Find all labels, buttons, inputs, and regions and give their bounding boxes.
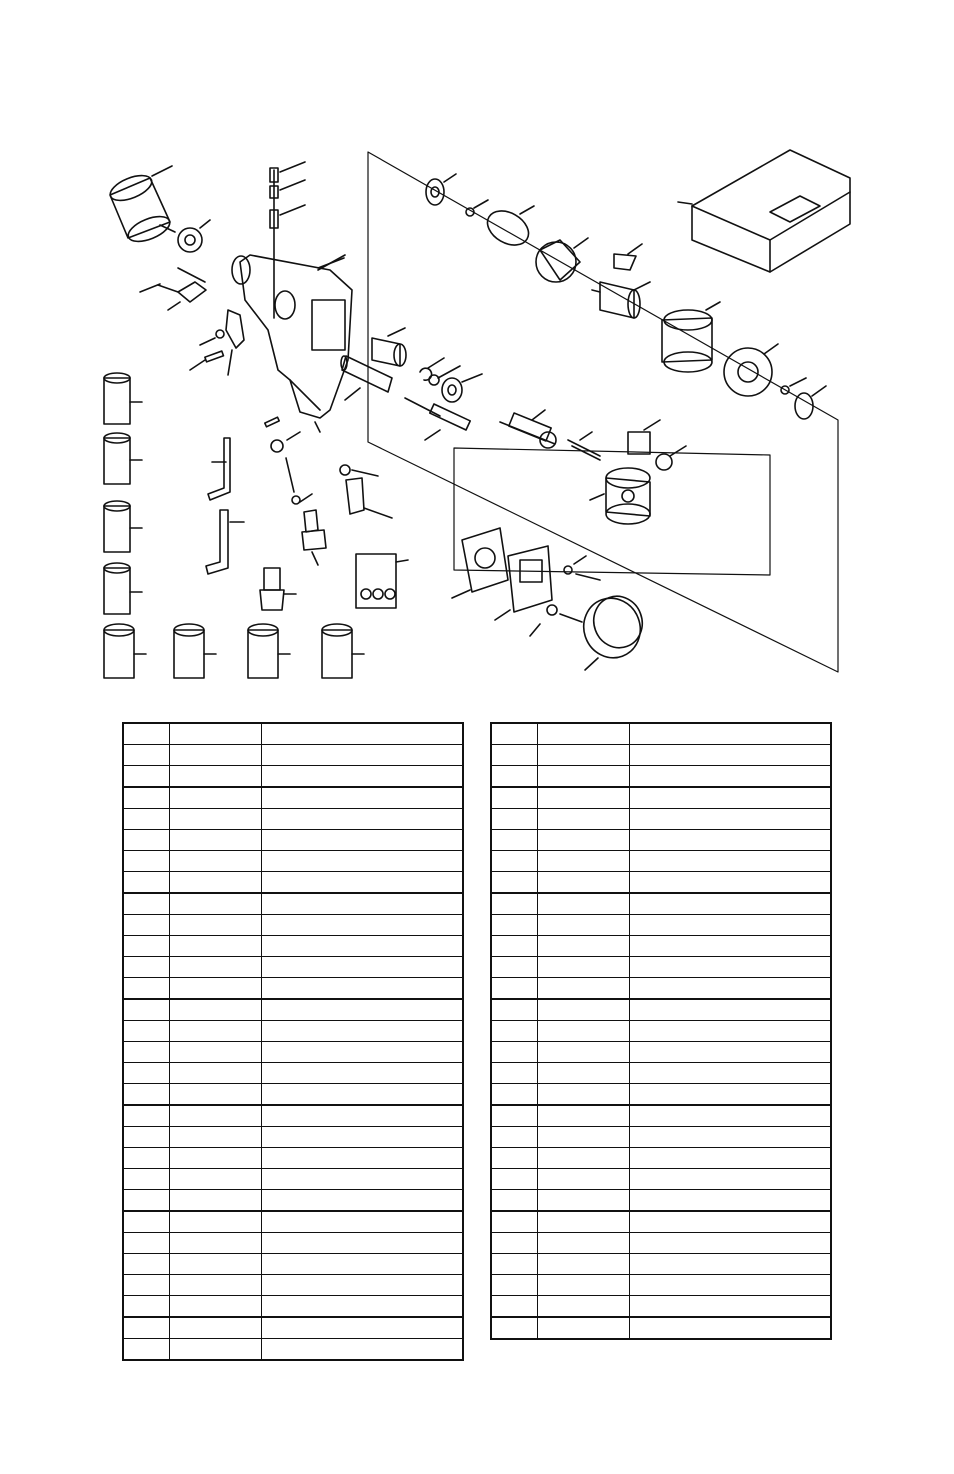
carrying-case: [678, 150, 850, 272]
table-row: [491, 1127, 831, 1148]
table-cell: [170, 1084, 262, 1106]
table-row: [491, 915, 831, 936]
table-cell: [170, 787, 262, 809]
table-cell: [262, 1275, 464, 1296]
table-cell: [262, 1317, 464, 1339]
table-cell: [170, 1233, 262, 1254]
table-cell: [538, 999, 630, 1021]
table-cell: [170, 851, 262, 872]
housing-gasket: [452, 528, 508, 598]
table-cell: [538, 1063, 630, 1084]
rubber-ring: [178, 220, 210, 252]
table-cell: [630, 1084, 832, 1106]
socket-8: [322, 624, 364, 678]
table-cell: [491, 872, 538, 894]
table-cell: [170, 830, 262, 851]
table-cell: [630, 893, 832, 915]
socket-4: [104, 563, 142, 614]
table-cell: [123, 1190, 170, 1212]
table-cell: [538, 723, 630, 745]
table-cell: [630, 978, 832, 1000]
table-row: [123, 1339, 463, 1361]
table-row: [491, 1169, 831, 1190]
table-cell: [262, 978, 464, 1000]
table-cell: [262, 1233, 464, 1254]
table-cell: [538, 1084, 630, 1106]
table-row: [123, 1021, 463, 1042]
table-cell: [491, 1190, 538, 1212]
table-cell: [123, 1042, 170, 1063]
table-cell: [170, 893, 262, 915]
table-cell: [123, 936, 170, 957]
table-cell: [538, 1148, 630, 1169]
table-cell: [262, 915, 464, 936]
table-cell: [630, 1169, 832, 1190]
exhaust-deflector: [575, 589, 649, 670]
table-cell: [170, 978, 262, 1000]
table-cell: [170, 1042, 262, 1063]
table-cell: [630, 915, 832, 936]
cylinder: [662, 302, 720, 372]
table-cell: [491, 1233, 538, 1254]
motor-group-frame: [368, 152, 838, 672]
table-row: [491, 893, 831, 915]
table-row: [491, 1063, 831, 1084]
table-row: [123, 1233, 463, 1254]
table-cell: [170, 745, 262, 766]
table-cell: [630, 1190, 832, 1212]
table-row: [491, 1211, 831, 1233]
table-cell: [123, 1127, 170, 1148]
table-cell: [262, 1296, 464, 1318]
table-cell: [538, 1169, 630, 1190]
table-cell: [170, 936, 262, 957]
table-cell: [538, 1190, 630, 1212]
table-row: [123, 1127, 463, 1148]
table-row: [491, 872, 831, 894]
table-row: [491, 1042, 831, 1063]
table-cell: [123, 1275, 170, 1296]
table-cell: [538, 915, 630, 936]
table-cell: [538, 745, 630, 766]
table-row: [123, 1169, 463, 1190]
table-row: [491, 745, 831, 766]
table-row: [491, 1105, 831, 1127]
table-cell: [262, 851, 464, 872]
table-row: [123, 851, 463, 872]
table-cell: [262, 936, 464, 957]
table-cell: [123, 978, 170, 1000]
end-plate-rear: [536, 238, 588, 282]
table-cell: [170, 1275, 262, 1296]
table-cell: [123, 1211, 170, 1233]
table-cell: [262, 999, 464, 1021]
table-cell: [123, 1084, 170, 1106]
bearing-front: [781, 378, 826, 419]
table-row: [123, 1296, 463, 1318]
bearing: [372, 328, 406, 366]
table-cell: [123, 1233, 170, 1254]
table-row: [123, 1105, 463, 1127]
table-cell: [170, 766, 262, 788]
table-cell: [170, 1021, 262, 1042]
table-cell: [491, 1211, 538, 1233]
table-cell: [123, 1169, 170, 1190]
table-cell: [538, 1127, 630, 1148]
table-cell: [123, 872, 170, 894]
table-cell: [630, 723, 832, 745]
table-cell: [123, 1339, 170, 1361]
table-cell: [262, 1254, 464, 1275]
table-row: [123, 1148, 463, 1169]
label-card: [356, 554, 408, 608]
table-cell: [630, 1127, 832, 1148]
table-cell: [123, 915, 170, 936]
rotor: [592, 282, 650, 318]
table-cell: [170, 1317, 262, 1339]
snap-ring: [420, 358, 460, 385]
table-cell: [630, 999, 832, 1021]
table-cell: [262, 1148, 464, 1169]
hammer-cage: [590, 468, 650, 524]
table-cell: [630, 745, 832, 766]
table-cell: [123, 1148, 170, 1169]
table-cell: [170, 1105, 262, 1127]
table-cell: [491, 830, 538, 851]
table-cell: [630, 1211, 832, 1233]
table-row: [123, 915, 463, 936]
parts-table-right: [490, 722, 832, 1340]
hammer-group-frame: [454, 448, 770, 575]
table-cell: [491, 1296, 538, 1318]
table-row: [123, 978, 463, 1000]
socket-5: [104, 624, 146, 678]
table-row: [491, 1190, 831, 1212]
table-cell: [262, 1127, 464, 1148]
table-cell: [170, 1190, 262, 1212]
table-cell: [491, 999, 538, 1021]
table-cell: [123, 1254, 170, 1275]
table-cell: [538, 936, 630, 957]
table-cell: [262, 766, 464, 788]
table-cell: [491, 809, 538, 830]
table-cell: [491, 936, 538, 957]
table-cell: [630, 957, 832, 978]
table-cell: [170, 872, 262, 894]
table-row: [491, 1317, 831, 1339]
table-cell: [262, 830, 464, 851]
table-cell: [630, 851, 832, 872]
table-row: [491, 1254, 831, 1275]
socket-1: [104, 373, 142, 424]
table-cell: [538, 1021, 630, 1042]
table-row: [491, 1021, 831, 1042]
table-cell: [123, 893, 170, 915]
table-cell: [538, 1317, 630, 1339]
hex-key-small: [208, 438, 230, 500]
anvil: [500, 410, 556, 448]
table-cell: [123, 999, 170, 1021]
table-cell: [170, 1169, 262, 1190]
table-cell: [538, 851, 630, 872]
table-row: [491, 1084, 831, 1106]
table-cell: [491, 745, 538, 766]
table-row: [491, 1296, 831, 1318]
table-cell: [170, 1339, 262, 1361]
table-cell: [123, 957, 170, 978]
table-cell: [630, 1233, 832, 1254]
table-cell: [630, 936, 832, 957]
table-cell: [538, 957, 630, 978]
table-cell: [538, 872, 630, 894]
table-row: [123, 809, 463, 830]
table-cell: [491, 1127, 538, 1148]
table-cell: [491, 1063, 538, 1084]
table-row: [491, 1275, 831, 1296]
table-cell: [262, 957, 464, 978]
bearing-rear: [426, 174, 456, 205]
table-row: [123, 872, 463, 894]
table-cell: [630, 1148, 832, 1169]
table-cell: [538, 1105, 630, 1127]
table-row: [123, 830, 463, 851]
table-cell: [491, 1042, 538, 1063]
table-cell: [262, 745, 464, 766]
table-cell: [170, 723, 262, 745]
table-cell: [170, 999, 262, 1021]
table-row: [123, 957, 463, 978]
table-cell: [170, 1148, 262, 1169]
table-cell: [538, 1275, 630, 1296]
shoe-cover: [107, 166, 175, 247]
table-row: [123, 1084, 463, 1106]
table-row: [123, 1275, 463, 1296]
table-cell: [538, 1211, 630, 1233]
table-row: [491, 1233, 831, 1254]
table-cell: [630, 766, 832, 788]
table-row: [123, 745, 463, 766]
thrust-washer: [442, 374, 482, 402]
table-cell: [123, 745, 170, 766]
table-cell: [491, 787, 538, 809]
table-cell: [170, 1296, 262, 1318]
table-cell: [491, 723, 538, 745]
table-cell: [538, 1042, 630, 1063]
table-cell: [262, 1105, 464, 1127]
table-cell: [262, 1211, 464, 1233]
exploded-parts-diagram: [0, 0, 954, 700]
table-row: [491, 1148, 831, 1169]
hammer-cam: [656, 446, 686, 470]
socket-6: [174, 624, 216, 678]
table-cell: [170, 1127, 262, 1148]
table-cell: [630, 1254, 832, 1275]
table-cell: [630, 787, 832, 809]
table-cell: [123, 766, 170, 788]
hex-key-large: [206, 510, 244, 574]
table-cell: [262, 787, 464, 809]
table-row: [123, 1254, 463, 1275]
housing: [232, 255, 352, 418]
table-cell: [491, 1105, 538, 1127]
table-cell: [630, 1296, 832, 1318]
table-cell: [630, 830, 832, 851]
table-cell: [262, 893, 464, 915]
socket-3: [104, 501, 142, 552]
table-cell: [491, 1148, 538, 1169]
table-row: [123, 1317, 463, 1339]
table-row: [123, 1190, 463, 1212]
table-cell: [262, 1084, 464, 1106]
table-row: [123, 1042, 463, 1063]
hammer-pin: [568, 432, 600, 460]
table-cell: [538, 978, 630, 1000]
table-row: [491, 766, 831, 788]
table-cell: [123, 1063, 170, 1084]
table-cell: [170, 809, 262, 830]
parts-table-left: [122, 722, 464, 1361]
table-cell: [538, 1296, 630, 1318]
table-cell: [491, 893, 538, 915]
table-cell: [123, 787, 170, 809]
table-row: [123, 723, 463, 745]
table-cell: [123, 1105, 170, 1127]
table-cell: [630, 1021, 832, 1042]
exhaust-stem: [315, 422, 392, 518]
table-cell: [123, 723, 170, 745]
table-cell: [538, 809, 630, 830]
trigger: [190, 310, 244, 375]
table-row: [123, 893, 463, 915]
table-cell: [491, 851, 538, 872]
screw: [530, 556, 600, 636]
table-row: [491, 936, 831, 957]
table-cell: [170, 957, 262, 978]
table-cell: [491, 1254, 538, 1275]
air-plug: [260, 568, 296, 610]
table-cell: [538, 787, 630, 809]
front-housing: [495, 546, 552, 620]
table-row: [491, 787, 831, 809]
valve-stem: [270, 162, 344, 318]
table-cell: [262, 809, 464, 830]
table-cell: [123, 851, 170, 872]
table-cell: [262, 1169, 464, 1190]
table-cell: [538, 893, 630, 915]
table-cell: [538, 1233, 630, 1254]
vane: [614, 244, 642, 270]
table-cell: [538, 830, 630, 851]
table-row: [123, 1211, 463, 1233]
reverse-lever: [140, 268, 206, 310]
table-cell: [123, 1296, 170, 1318]
table-row: [123, 999, 463, 1021]
table-cell: [170, 1254, 262, 1275]
table-cell: [491, 1084, 538, 1106]
table-row: [123, 1063, 463, 1084]
table-cell: [630, 1105, 832, 1127]
table-cell: [630, 872, 832, 894]
table-cell: [123, 1021, 170, 1042]
table-cell: [170, 1063, 262, 1084]
anvil-pin: [405, 398, 470, 440]
table-row: [491, 830, 831, 851]
table-cell: [262, 1042, 464, 1063]
table-cell: [123, 809, 170, 830]
table-cell: [262, 1339, 464, 1361]
table-cell: [491, 1317, 538, 1339]
table-cell: [170, 915, 262, 936]
table-cell: [630, 809, 832, 830]
table-row: [491, 957, 831, 978]
table-cell: [262, 1021, 464, 1042]
hammer-block: [628, 420, 660, 454]
table-row: [123, 766, 463, 788]
o-ring: [481, 204, 534, 252]
table-row: [491, 978, 831, 1000]
table-cell: [262, 872, 464, 894]
table-row: [491, 851, 831, 872]
table-cell: [538, 766, 630, 788]
table-row: [491, 723, 831, 745]
table-row: [123, 787, 463, 809]
table-cell: [170, 1211, 262, 1233]
table-cell: [630, 1063, 832, 1084]
table-cell: [262, 1063, 464, 1084]
table-row: [491, 809, 831, 830]
table-cell: [491, 978, 538, 1000]
table-cell: [491, 1169, 538, 1190]
table-cell: [262, 1190, 464, 1212]
table-cell: [123, 1317, 170, 1339]
table-cell: [630, 1275, 832, 1296]
table-cell: [491, 1275, 538, 1296]
socket-7: [248, 624, 290, 678]
table-cell: [538, 1254, 630, 1275]
table-row: [123, 936, 463, 957]
table-cell: [491, 957, 538, 978]
table-cell: [491, 1021, 538, 1042]
table-cell: [630, 1042, 832, 1063]
table-row: [491, 999, 831, 1021]
table-cell: [491, 766, 538, 788]
table-cell: [491, 915, 538, 936]
table-cell: [262, 723, 464, 745]
socket-2: [104, 433, 142, 484]
air-inlet: [265, 417, 326, 565]
table-cell: [630, 1317, 832, 1339]
table-cell: [123, 830, 170, 851]
